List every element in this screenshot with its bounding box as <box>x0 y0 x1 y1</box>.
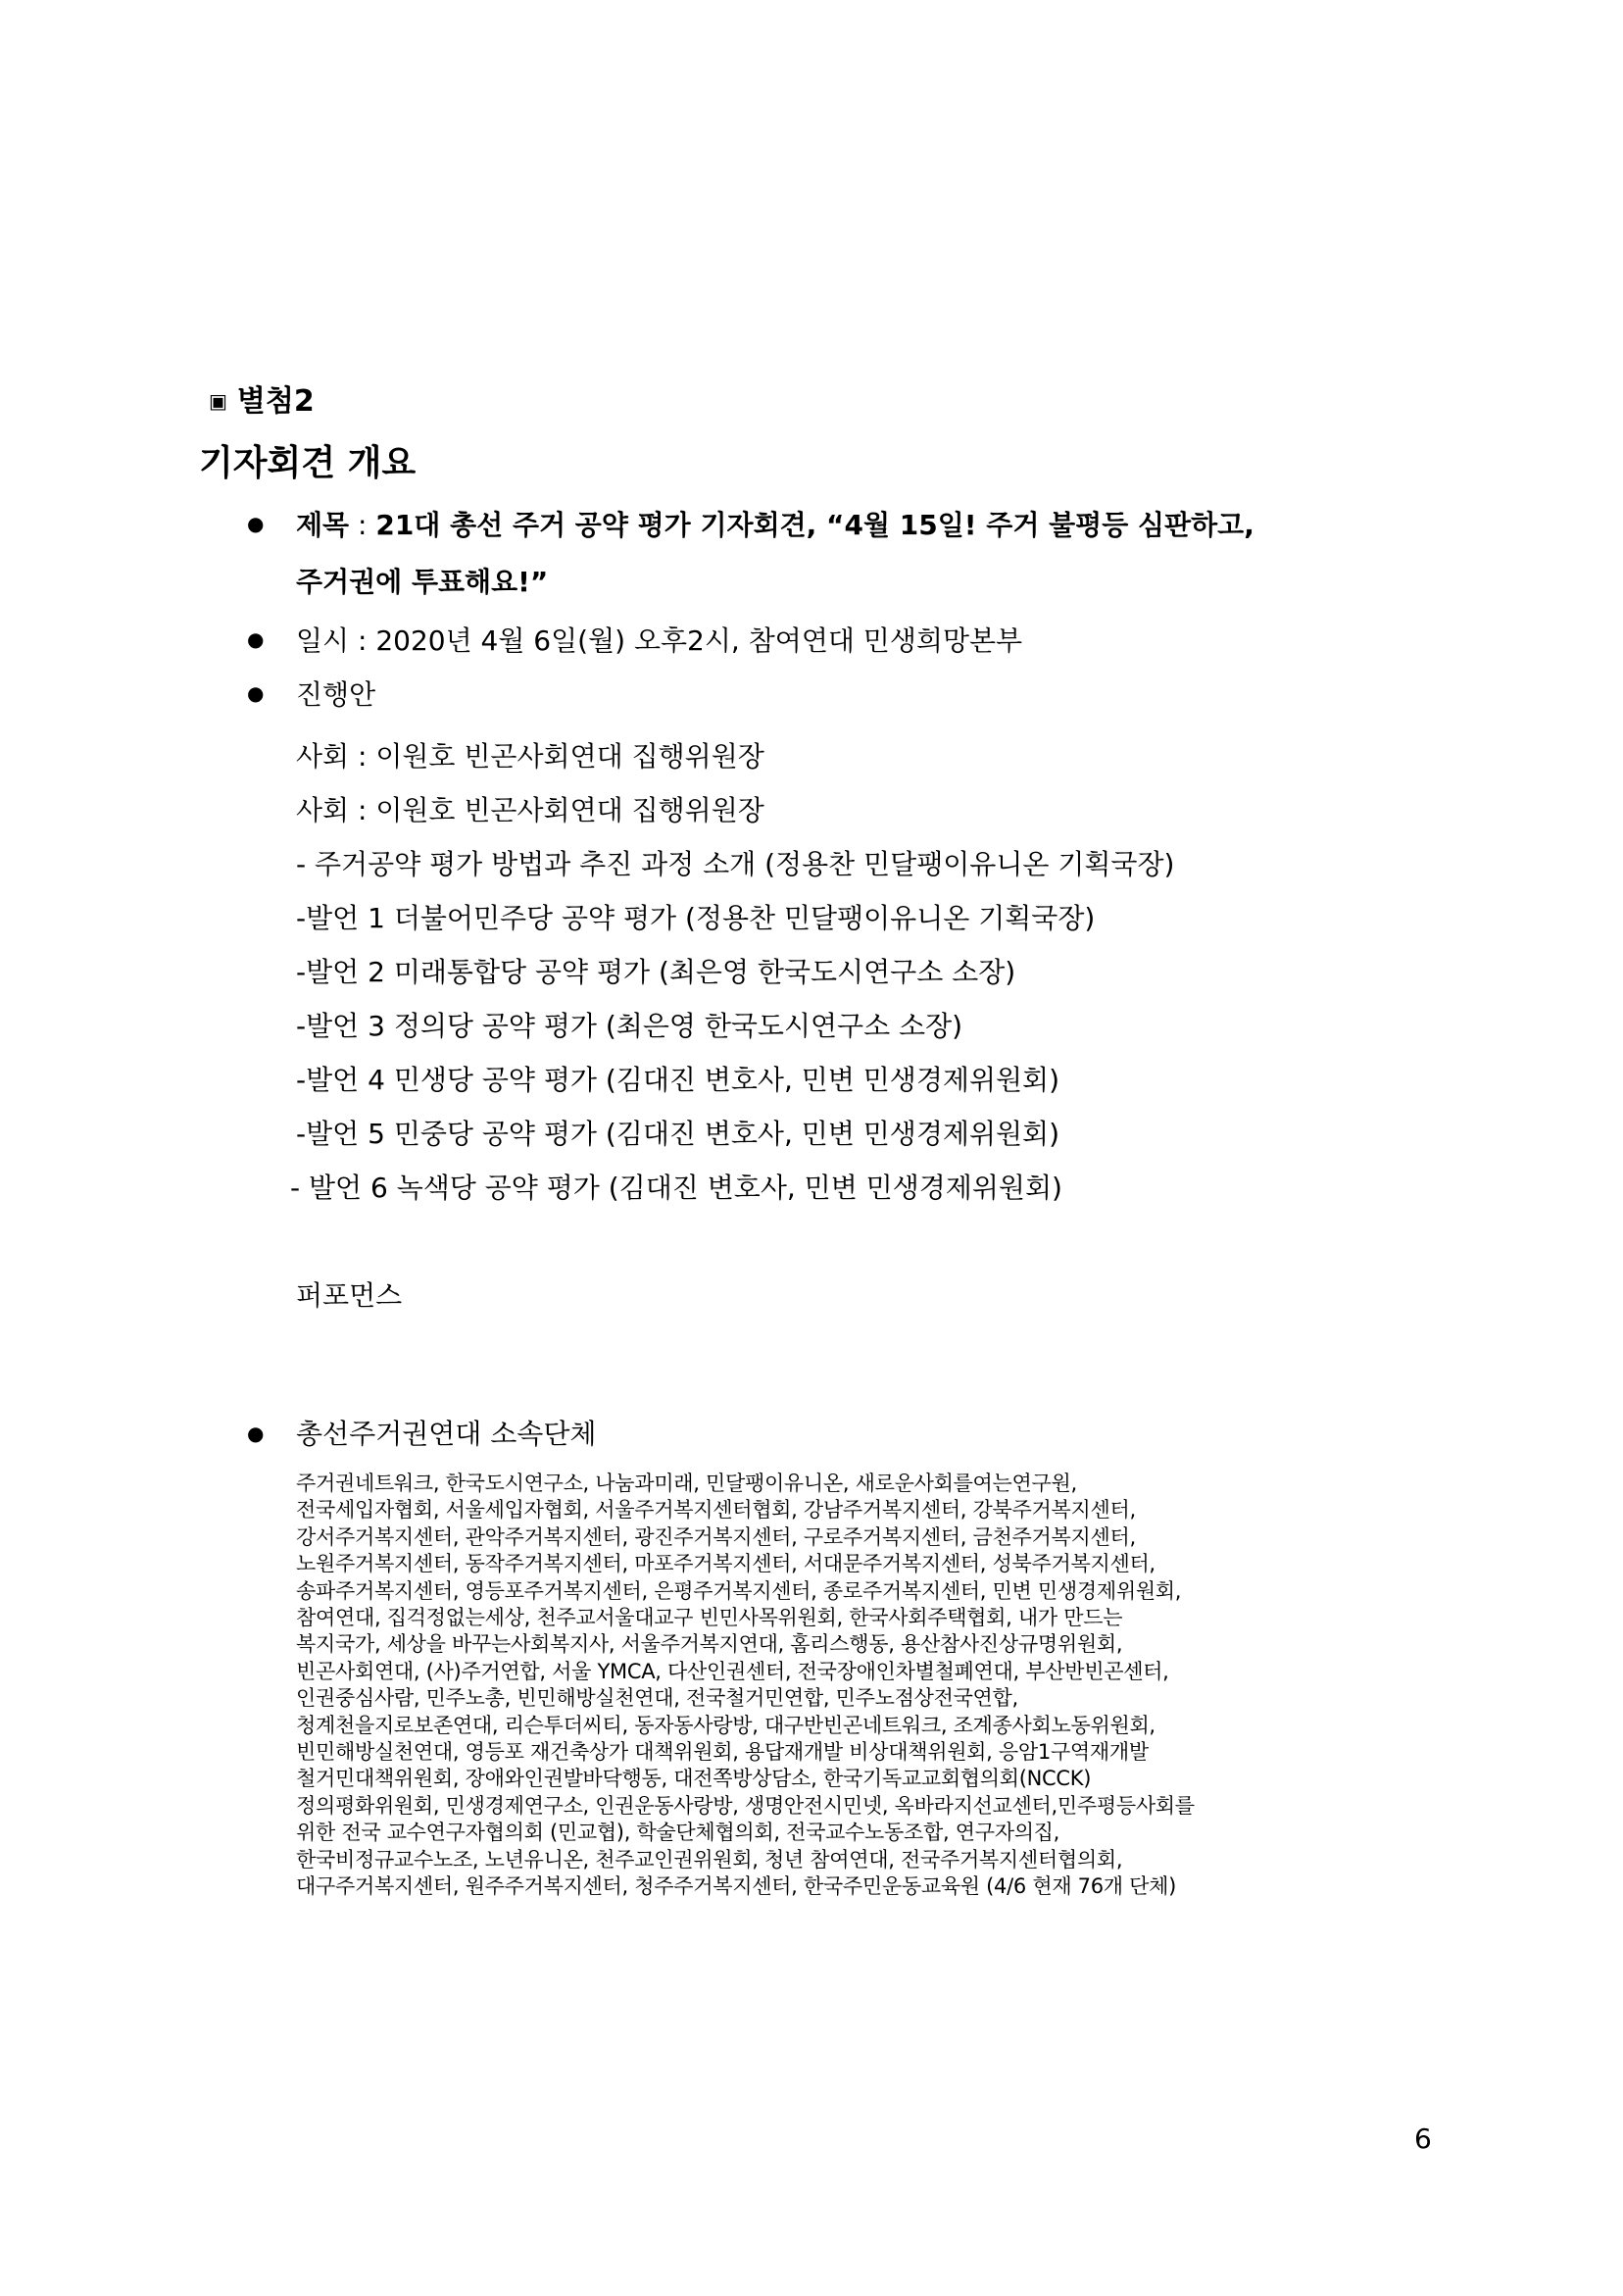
program-heading: 진행안 <box>296 678 376 711</box>
attachment-text: 별첨2 <box>236 384 315 419</box>
section-title: 기자회견 개요 <box>199 443 417 483</box>
orgs-line: 정의평화위원회, 민생경제연구소, 인권운동사랑방, 생명안전시민넷, 옥바라지선교센터,민주평등사회를 <box>296 1793 1195 1818</box>
orgs-line: 전국세입자협회, 서울세입자협회, 서울주거복지센터협회, 강남주거복지센터, 강북주거복지센터, <box>296 1498 1136 1522</box>
program-item: - 발언 6 녹색당 공약 평가 (김대진 변호사, 민변 민생경제위원회) <box>290 1172 1062 1204</box>
orgs-list <box>296 1471 1423 1901</box>
bullet-icon: ● <box>247 1422 265 1445</box>
program-item: 사회 : 이원호 빈곤사회연대 집행위원장 <box>296 740 764 773</box>
orgs-line: 주거권네트워크, 한국도시연구소, 나눔과미래, 민달팽이유니온, 새로운사회를여는연구원, <box>296 1472 1077 1495</box>
orgs-line: 인권중심사람, 민주노총, 빈민해방실천연대, 전국철거민연합, 민주노점상전국연합, <box>296 1686 1018 1711</box>
title-separator: : <box>349 509 376 541</box>
orgs-heading: 총선주거권연대 소속단체 <box>296 1418 597 1450</box>
orgs-line: 송파주거복지센터, 영등포주거복지센터, 은평주거복지센터, 종로주거복지센터, 민변 민생경제위원회, <box>296 1578 1182 1603</box>
bullet-icon: ● <box>247 512 265 535</box>
program-item: 사회 : 이원호 빈곤사회연대 집행위원장 <box>296 794 764 826</box>
program-item: -발언 5 민중당 공약 평가 (김대진 변호사, 민변 민생경제위원회) <box>296 1118 1060 1150</box>
orgs-line: 철거민대책위원회, 장애와인권발바닥행동, 대전쪽방상담소, 한국기독교교회협의회(NCCK) <box>296 1767 1092 1791</box>
program-item: -발언 3 정의당 공약 평가 (최은영 한국도시연구소 소장) <box>296 1010 963 1042</box>
orgs-line: 빈곤사회연대, (사)주거연합, 서울 YMCA, 다산인권센터, 전국장애인차별철폐연대, 부산반빈곤센터, <box>296 1659 1169 1683</box>
program-item: -발언 4 민생당 공약 평가 (김대진 변호사, 민변 민생경제위원회) <box>296 1064 1060 1096</box>
bullet-icon: ● <box>247 627 265 651</box>
orgs-line: 한국비정규교수노조, 노년유니온, 천주교인권위원회, 청년 참여연대, 전국주거복지센터협의회, <box>296 1847 1123 1872</box>
bullet-icon: ● <box>247 681 265 705</box>
program-item: -발언 1 더불어민주당 공약 평가 (정용찬 민달팽이유니온 기획국장) <box>296 902 1096 934</box>
title-text-line1: 21대 총선 주거 공약 평가 기자회견, “4월 15일! 주거 불평등 심판하고, <box>375 509 1254 541</box>
program-item: - 주거공약 평가 방법과 추진 과정 소개 (정용찬 민달팽이유니온 기획국장) <box>296 848 1175 880</box>
orgs-line: 강서주거복지센터, 관악주거복지센터, 광진주거복지센터, 구로주거복지센터, 금천주거복지센터, <box>296 1524 1136 1549</box>
title-text-line2: 주거권에 투표해요!” <box>296 566 549 598</box>
title-line-1 <box>296 504 1254 543</box>
performance: 퍼포먼스 <box>296 1279 403 1312</box>
orgs-line: 위한 전국 교수연구자협의회 (민교협), 학술단체협의회, 전국교수노동조합, 연구자의집, <box>296 1821 1060 1845</box>
attachment-mark-icon: ▣ <box>209 389 227 413</box>
page-number: 6 <box>1414 2122 1432 2155</box>
title-label: 제목 <box>296 509 350 541</box>
attachment-label <box>209 376 315 420</box>
datetime: 일시 : 2020년 4월 6일(월) 오후2시, 참여연대 민생희망본부 <box>296 624 1023 657</box>
orgs-line: 노원주거복지센터, 동작주거복지센터, 마포주거복지센터, 서대문주거복지센터, 성북주거복지센터, <box>296 1552 1156 1576</box>
orgs-line: 참여연대, 집걱정없는세상, 천주교서울대교구 빈민사목위원회, 한국사회주택협회, 내가 만드는 <box>296 1606 1123 1630</box>
orgs-line: 대구주거복지센터, 원주주거복지센터, 청주주거복지센터, 한국주민운동교육원 (4/6 현재 76개 단체) <box>296 1874 1177 1899</box>
orgs-line: 빈민해방실천연대, 영등포 재건축상가 대책위원회, 용답재개발 비상대책위원회, 응암1구역재개발 <box>296 1740 1149 1765</box>
program-item: -발언 2 미래통합당 공약 평가 (최은영 한국도시연구소 소장) <box>296 956 1016 988</box>
orgs-line: 청계천을지로보존연대, 리슨투더씨티, 동자동사랑방, 대구반빈곤네트워크, 조계종사회노동위원회, <box>296 1713 1156 1737</box>
orgs-line: 복지국가, 세상을 바꾸는사회복지사, 서울주거복지연대, 홈리스행동, 용산참사진상규명위원회, <box>296 1632 1123 1657</box>
